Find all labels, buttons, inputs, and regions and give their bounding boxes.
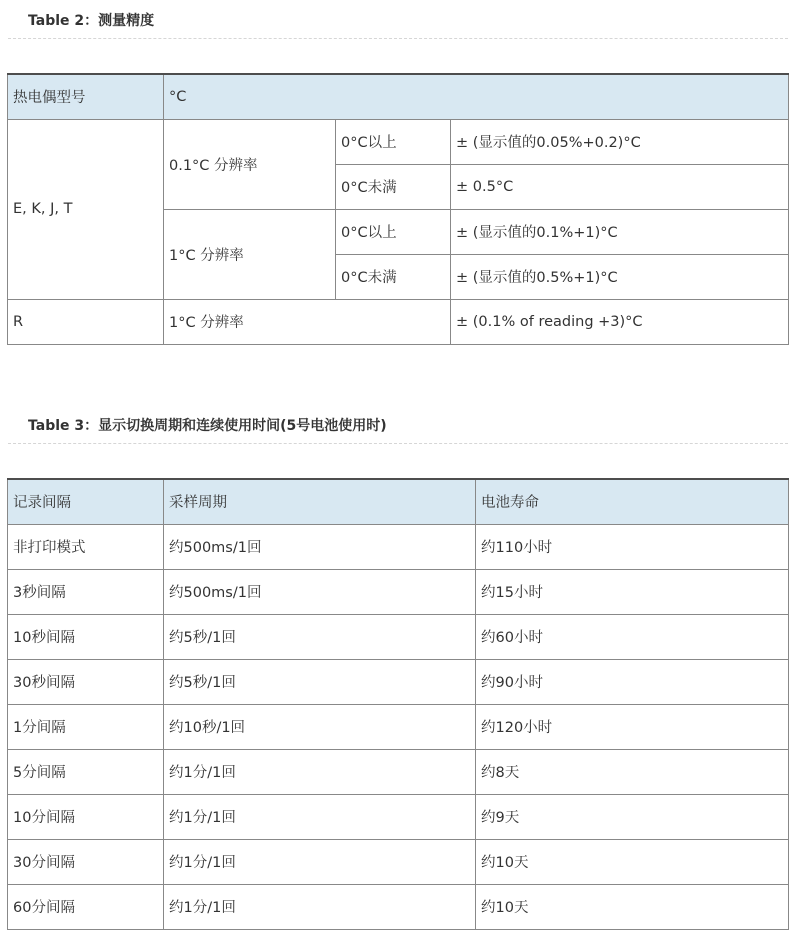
accuracy-cell: ± 0.5°C (451, 164, 789, 209)
measurement-accuracy-table (7, 73, 789, 345)
table-header-row (8, 479, 789, 524)
table-row (8, 659, 789, 704)
header-cell: °C (164, 74, 789, 119)
header-cell: 采样周期 (164, 479, 476, 524)
battery-life-cell: 约10天 (476, 839, 789, 884)
interval-cell: 10秒间隔 (8, 614, 164, 659)
battery-life-cell: 约8天 (476, 749, 789, 794)
divider (8, 38, 788, 39)
thermocouple-type-cell: E, K, J, T (8, 119, 164, 299)
accuracy-cell: ± (显示值的0.05%+0.2)°C (451, 119, 789, 164)
battery-life-table (7, 478, 789, 930)
interval-cell: 30秒间隔 (8, 659, 164, 704)
header-cell: 电池寿命 (476, 479, 789, 524)
table3-caption: Table 3：显示切换周期和连续使用时间(5号电池使用时) (28, 418, 387, 434)
interval-cell: 非打印模式 (8, 524, 164, 569)
table-row (8, 884, 789, 929)
sampling-cell: 约1分/1回 (164, 749, 476, 794)
thermocouple-type-cell: R (8, 299, 164, 344)
table-row (8, 569, 789, 614)
table-row (8, 299, 789, 344)
sampling-cell: 约1分/1回 (164, 794, 476, 839)
interval-cell: 10分间隔 (8, 794, 164, 839)
sampling-cell: 约1分/1回 (164, 884, 476, 929)
table-row (8, 614, 789, 659)
interval-cell: 1分间隔 (8, 704, 164, 749)
battery-life-cell: 约15小时 (476, 569, 789, 614)
table-row (8, 524, 789, 569)
resolution-cell: 1°C 分辨率 (164, 299, 451, 344)
battery-life-cell: 约110小时 (476, 524, 789, 569)
condition-cell: 0°C未满 (336, 164, 451, 209)
header-cell: 热电偶型号 (8, 74, 164, 119)
interval-cell: 60分间隔 (8, 884, 164, 929)
accuracy-cell: ± (显示值的0.1%+1)°C (451, 209, 789, 254)
table-row (8, 794, 789, 839)
table2-caption: Table 2：测量精度 (28, 13, 155, 29)
condition-cell: 0°C以上 (336, 119, 451, 164)
accuracy-cell: ± (显示值的0.5%+1)°C (451, 254, 789, 299)
table-row (8, 839, 789, 884)
table-row (8, 704, 789, 749)
battery-life-cell: 约9天 (476, 794, 789, 839)
accuracy-cell: ± (0.1% of reading +3)°C (451, 299, 789, 344)
battery-life-cell: 约10天 (476, 884, 789, 929)
interval-cell: 5分间隔 (8, 749, 164, 794)
sampling-cell: 约5秒/1回 (164, 659, 476, 704)
table-row (8, 749, 789, 794)
interval-cell: 3秒间隔 (8, 569, 164, 614)
resolution-cell: 0.1°C 分辨率 (164, 119, 336, 209)
battery-life-cell: 约90小时 (476, 659, 789, 704)
header-cell: 记录间隔 (8, 479, 164, 524)
sampling-cell: 约500ms/1回 (164, 569, 476, 614)
sampling-cell: 约1分/1回 (164, 839, 476, 884)
resolution-cell: 1°C 分辨率 (164, 209, 336, 299)
battery-life-cell: 约120小时 (476, 704, 789, 749)
table-header-row (8, 74, 789, 119)
battery-life-cell: 约60小时 (476, 614, 789, 659)
sampling-cell: 约10秒/1回 (164, 704, 476, 749)
interval-cell: 30分间隔 (8, 839, 164, 884)
table-row (8, 119, 789, 164)
divider (8, 443, 788, 444)
condition-cell: 0°C以上 (336, 209, 451, 254)
sampling-cell: 约500ms/1回 (164, 524, 476, 569)
sampling-cell: 约5秒/1回 (164, 614, 476, 659)
condition-cell: 0°C未满 (336, 254, 451, 299)
